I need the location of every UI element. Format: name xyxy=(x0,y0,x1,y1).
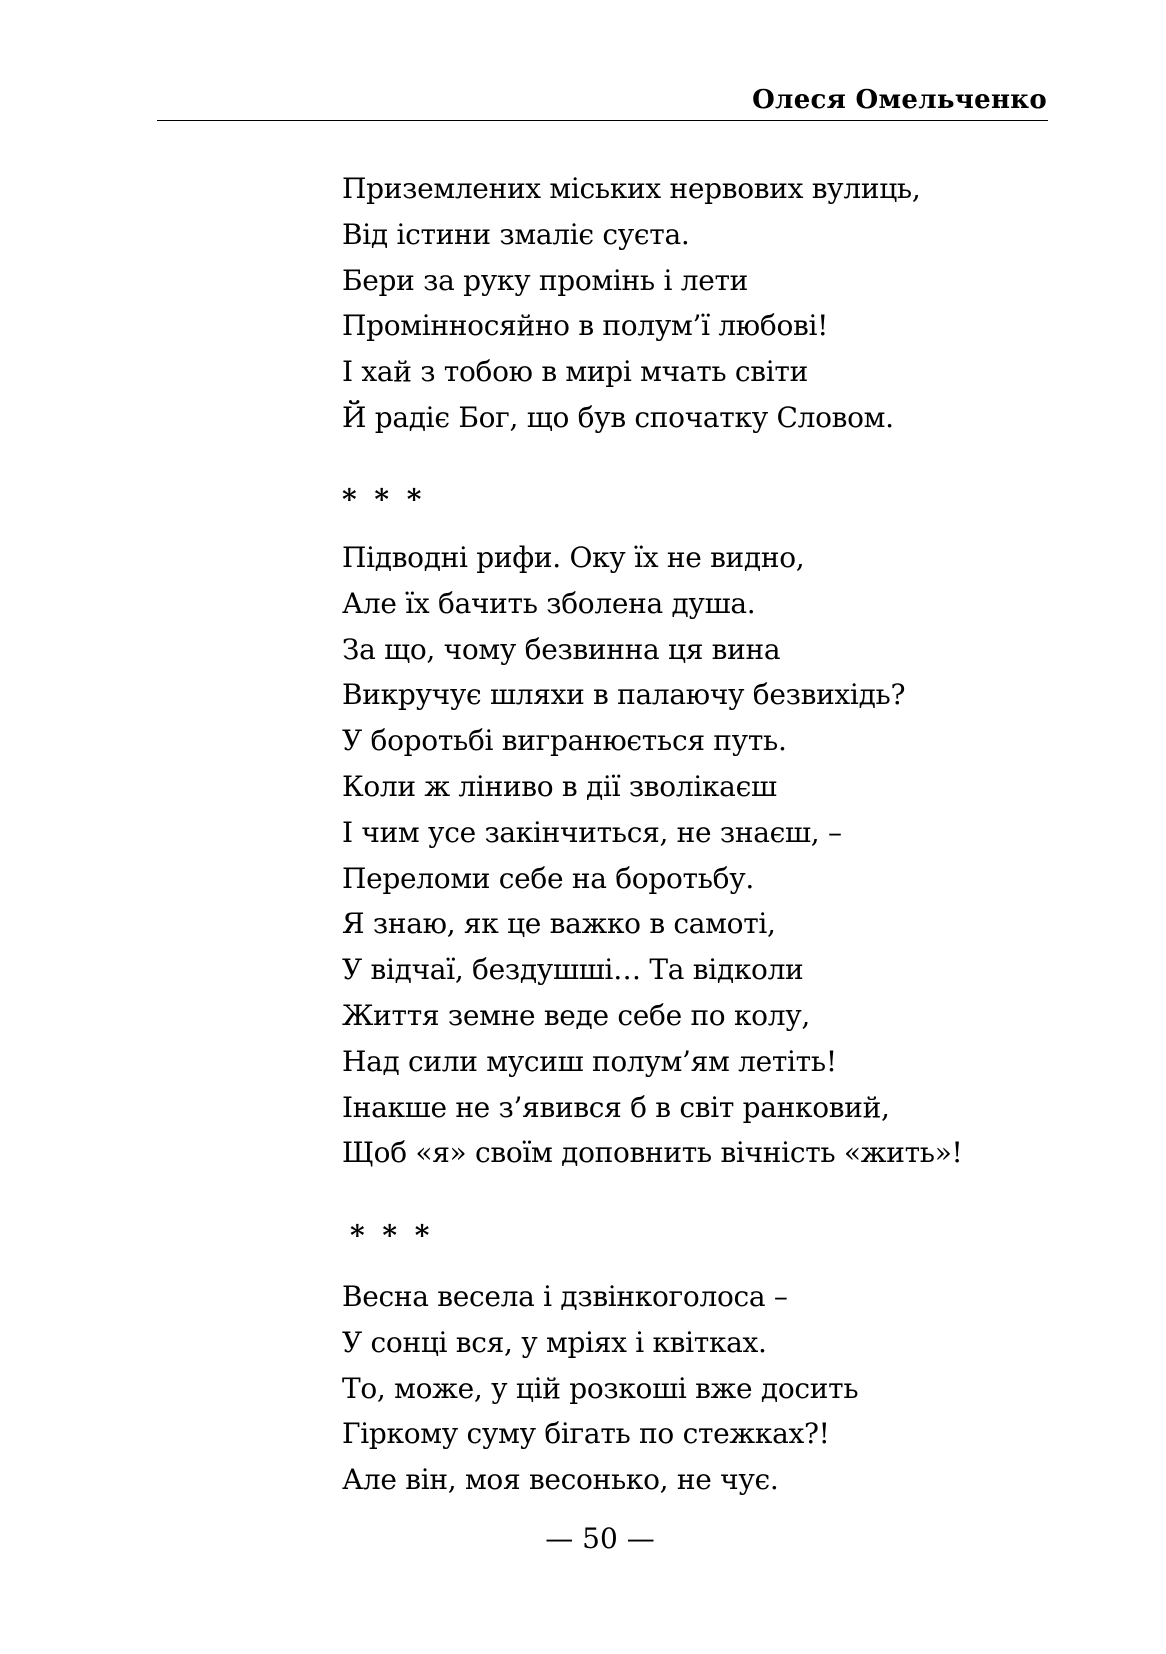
verse-line: Й радіє Бог, що був спочатку Словом. xyxy=(342,400,894,434)
asterism-divider: * * * xyxy=(342,483,426,516)
verse-line: Підводні рифи. Оку їх не видно, xyxy=(342,541,805,574)
verse-line: Приземлених міських нервових вулиць, xyxy=(342,172,921,205)
verse-line: Коли ж ліниво в дії зволікаєш xyxy=(342,769,777,803)
verse-line: Життя земне веде себе по колу, xyxy=(342,998,810,1032)
verse-line: У боротьбі вигранюється путь. xyxy=(342,724,787,758)
verse-line: Гіркому суму бігать по стежках?! xyxy=(342,1417,830,1451)
verse-line: Бери за руку промінь і лети xyxy=(342,263,749,297)
poem-3 xyxy=(342,1274,858,1503)
verse-line: Від істини змаліє суєта. xyxy=(342,217,690,251)
poem-2 xyxy=(342,535,963,1176)
verse-line: У сонці вся, у мріях і квітках. xyxy=(342,1325,767,1359)
verse-line: Я знаю, як це важко в самоті, xyxy=(342,907,776,941)
header-rule xyxy=(157,120,1048,121)
verse-line: Над сили мусиш полум’ям летіть! xyxy=(342,1044,837,1078)
verse-line: І хай з тобою в мирі мчать світи xyxy=(342,355,808,389)
verse-line: То, може, у цій розкоші вже досить xyxy=(342,1371,859,1405)
verse-line: Весна весела і дзвінкоголоса – xyxy=(342,1280,788,1313)
verse-line: Але їх бачить зболена душа. xyxy=(342,586,756,620)
verse-line: Щоб «я» своїм доповнить вічність «жить»! xyxy=(342,1136,963,1170)
verse-line: Викручує шляхи в палаючу безвихідь? xyxy=(342,678,906,712)
running-head-author: Олеся Омельченко xyxy=(752,85,1047,115)
poem-fragment-1 xyxy=(342,166,920,441)
verse-line: І чим усе закінчиться, не знаєш, – xyxy=(342,815,842,849)
verse-line: Але він, моя весонько, не чує. xyxy=(342,1463,779,1497)
verse-line: Переломи себе на боротьбу. xyxy=(342,861,754,895)
verse-line: Промінносяйно в полум’ї любові! xyxy=(342,309,829,343)
verse-line: У відчаї, бездушші… Та відколи xyxy=(342,953,804,987)
page-number: — 50 — xyxy=(545,1522,655,1555)
asterism-divider: * * * xyxy=(350,1219,434,1252)
verse-line: За що, чому безвинна ця вина xyxy=(342,632,781,666)
verse-line: Інакше не з’явився б в світ ранковий, xyxy=(342,1090,890,1124)
